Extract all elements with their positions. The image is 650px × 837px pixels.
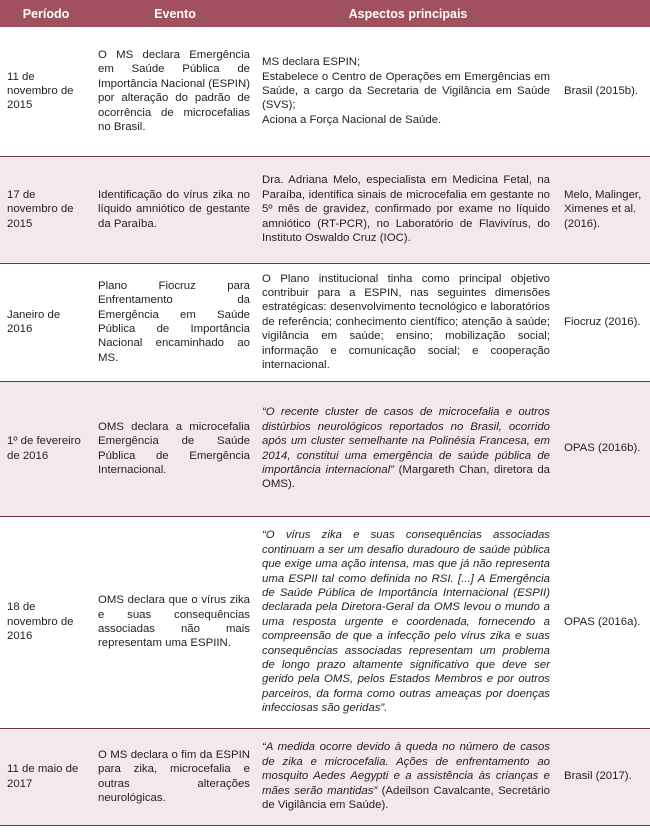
referencia-cell: OPAS (2016b). [558,381,650,516]
evento-cell: OMS declara a microcefalia Emergência de Saúde Pública de Emergência Internacional. [92,381,258,516]
referencia-cell: Brasil (2015b). [558,27,650,156]
table-header-row [0,0,650,27]
table-row [0,728,650,825]
aspectos-cell [258,728,558,825]
aspectos-attribution: (Adeilson Cavalcante, Secretário de Vigilância em Saúde). [262,784,550,812]
referencia-cell: OPAS (2016a). [558,516,650,728]
periodo-cell: 11 de novembro de 2015 [0,27,92,156]
table-row [0,381,650,516]
referencia-cell: Melo, Malinger, Ximenes et al. (2016). [558,156,650,263]
aspectos-text: MS declara ESPIN; Estabelece o Centro de Operações em Emergências em Saúde, a cargo da Secretaria de Vigilância em Saúde (SVS); Aciona a Força Nacional de Saúde. [262,56,550,126]
periodo-cell: 11 de maio de 2017 [0,728,92,825]
periodo-cell: Janeiro de 2016 [0,263,92,381]
aspectos-quote: “O vírus zika e suas consequências associadas continuam a ser um desafio duradouro de saúde pública que exige uma ação intensa, mas que já não representa uma ESPII tal como definida no RSI. [...] A Emergência de Saúde Pública de Importância Internacional (ESPII) declarada pela Diretora-Geral da OMS levou o mundo a uma resposta urgente e coordenada, fornecendo a compreensão de que a infecção pelo vírus zika e suas consequências associadas representam um problema de longo prazo altamente significativo que deve ser gerido pela OMS, pelos Estados Membros e por outros parceiros, da forma como outras ameaças por doenças infecciosas são geridas”. [262,529,550,715]
header-referencia [558,0,650,27]
aspectos-quote: “A medida ocorre devido à queda no número de casos de zika e microcefalia. Ações de enfrentamento ao mosquito Aedes Aegypti e a assistência às crianças e mães serão mantidas” [262,741,550,797]
aspectos-quote: “O recente cluster de casos de microcefalia e outros distúrbios neurológicos reportados no Brasil, ocorrido após um cluster semelhante na Polinésia Francesa, em 2014, constitui uma emergência de saúde pública de importância internacional” [262,406,550,476]
aspectos-cell: Dra. Adriana Melo, especialista em Medicina Fetal, na Paraíba, identifica sinais de microcefalia em gestante no 5º mês de gravidez, confirmado por exame no líquido amniótico (RT-PCR), no Laboratório de Flavivírus, do Instituto Oswaldo Cruz (IOC). [258,156,558,263]
header-evento: Evento [92,0,258,27]
referencia-cell: Brasil (2017). [558,728,650,825]
aspectos-cell [258,27,558,156]
evento-cell: Identificação do vírus zika no líquido amniótico de gestante da Paraíba. [92,156,258,263]
periodo-cell: 18 de novembro de 2016 [0,516,92,728]
table-row [0,27,650,156]
referencia-cell: Fiocruz (2016). [558,263,650,381]
periodo-cell: 1º de fevereiro de 2016 [0,381,92,516]
aspectos-cell: O Plano institucional tinha como principal objetivo contribuir para a ESPIN, nas seguintes dimensões estratégicas: desenvolvimento tecnológico e laboratórios de referência; conhecimento científico; atenção à saúde; vigilância em saúde; ensino; mobilização social; informação e comunicação social; e cooperação internacional. [258,263,558,381]
table-row [0,516,650,728]
evento-cell: O MS declara Emergência em Saúde Pública de Importância Nacional (ESPIN) por alteração do padrão de ocorrência de microcefalias no Brasil. [92,27,258,156]
aspectos-attribution: (Margareth Chan, diretora da OMS). [262,463,550,491]
aspectos-cell [258,381,558,516]
evento-cell: O MS declara o fim da ESPIN para zika, microcefalia e outras alterações neurológicas. [92,728,258,825]
evento-cell: OMS declara que o vírus zika e suas consequências associadas não mais representam uma ESPIIN. [92,516,258,728]
header-aspectos: Aspectos principais [258,0,558,27]
aspectos-cell [258,516,558,728]
header-periodo: Período [0,0,92,27]
periodo-cell: 17 de novembro de 2015 [0,156,92,263]
table-row [0,263,650,381]
evento-cell: Plano Fiocruz para Enfrentamento da Emergência em Saúde Pública de Importância Nacional encaminhado ao MS. [92,263,258,381]
table-row [0,156,650,263]
